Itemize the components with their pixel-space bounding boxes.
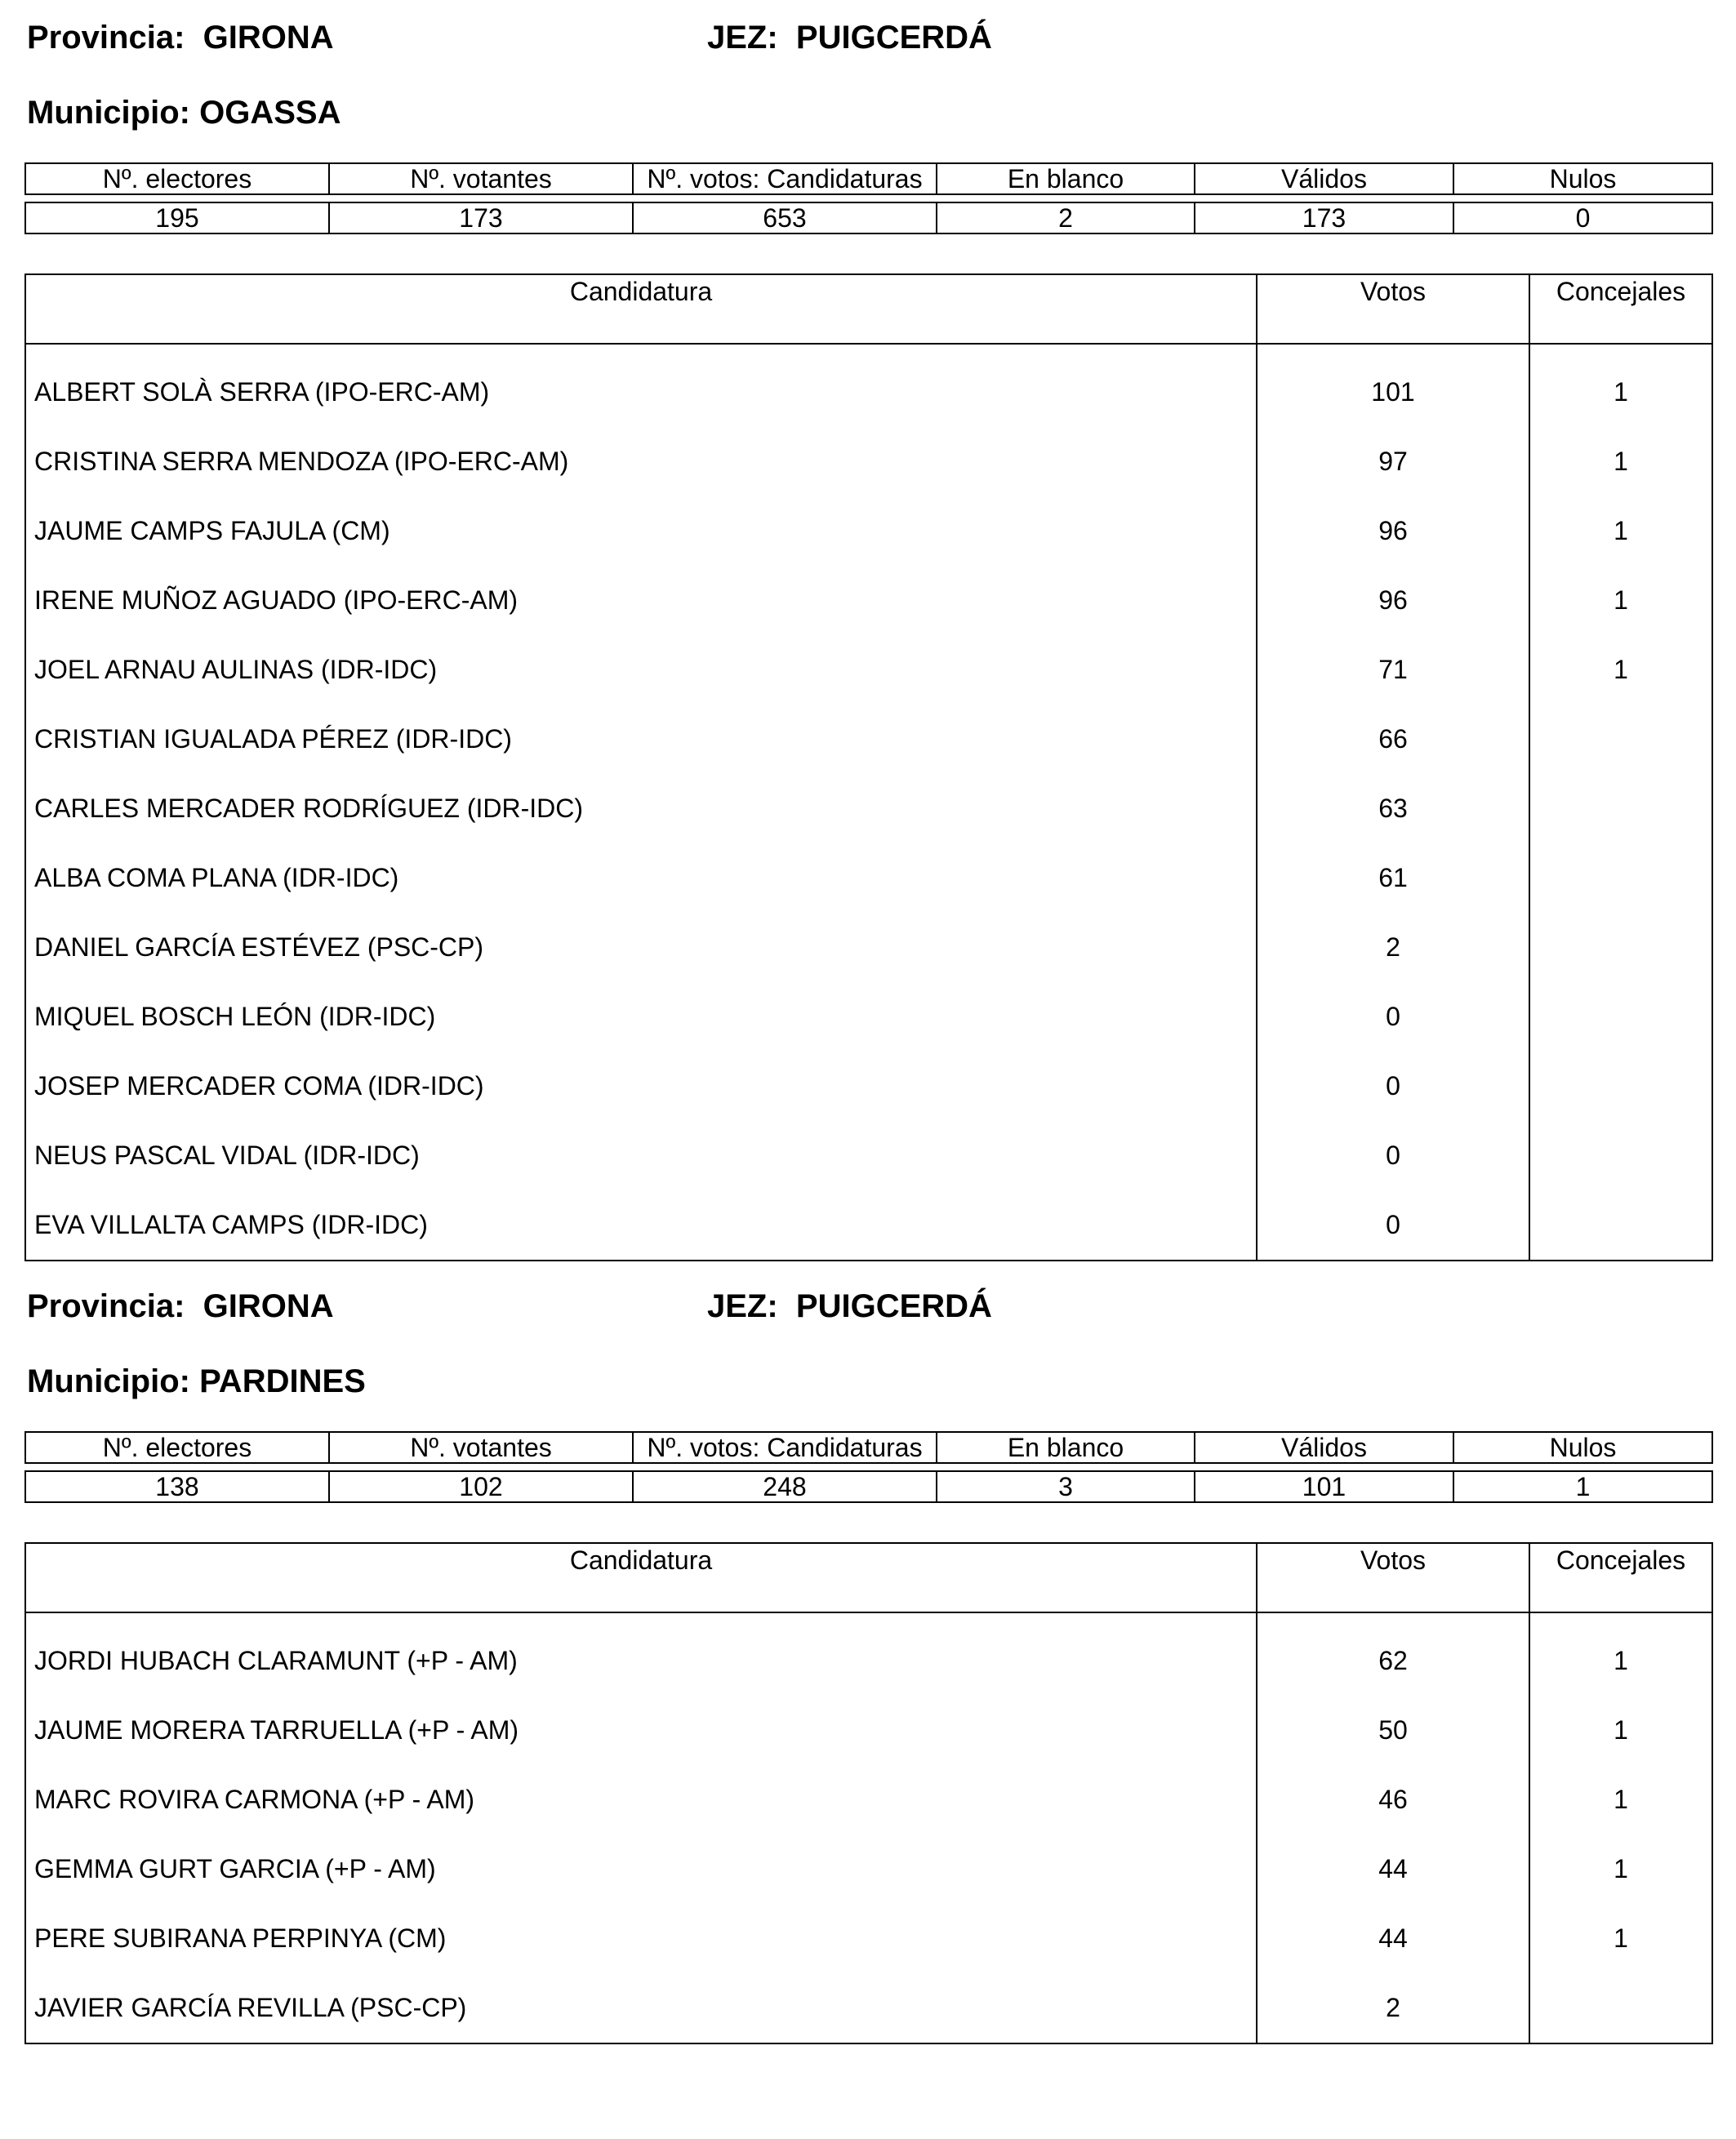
provincia-line [27,1282,334,1331]
candidate-row [25,635,1712,705]
candidatura-header: Candidatura [25,274,1257,344]
candidate-concejales [1529,774,1712,843]
candidate-name: MIQUEL BOSCH LEÓN (IDR-IDC) [25,982,1257,1052]
candidates-header-row [25,274,1712,344]
candidates-header-row [25,1543,1712,1612]
summary-value-nulos: 1 [1453,1471,1712,1502]
candidate-row [25,566,1712,635]
section-header [24,13,1712,62]
candidate-concejales [1529,1190,1712,1261]
candidate-concejales: 1 [1529,344,1712,427]
concejales-header: Concejales [1529,274,1712,344]
votos-header: Votos [1257,274,1529,344]
candidate-row [25,982,1712,1052]
summary-value-electores: 138 [25,1471,329,1502]
candidates-table [24,1542,1713,2044]
candidate-votes: 63 [1257,774,1529,843]
summary-header-votantes: Nº. votantes [329,163,633,194]
summary-value-validos: 101 [1195,1471,1453,1502]
municipio-section-ogassa [24,13,1712,1261]
summary-header-electores: Nº. electores [25,163,329,194]
candidate-votes: 96 [1257,496,1529,566]
candidate-votes: 2 [1257,913,1529,982]
candidate-votes: 0 [1257,1052,1529,1121]
candidate-concejales: 1 [1529,427,1712,496]
candidate-name: NEUS PASCAL VIDAL (IDR-IDC) [25,1121,1257,1190]
candidate-name: ALBA COMA PLANA (IDR-IDC) [25,843,1257,913]
candidate-votes: 66 [1257,705,1529,774]
candidate-row [25,1052,1712,1121]
jez-label: JEZ: [707,20,778,56]
summary-value-en-blanco: 2 [937,202,1195,233]
candidate-row [25,427,1712,496]
provincia-label: Provincia: [27,20,185,56]
candidate-concejales [1529,705,1712,774]
candidate-votes: 96 [1257,566,1529,635]
provincia-label: Provincia: [27,1288,185,1324]
candidate-votes: 62 [1257,1612,1529,1696]
summary-header-votantes: Nº. votantes [329,1432,633,1463]
summary-header-validos: Válidos [1195,1432,1453,1463]
candidate-row [25,1121,1712,1190]
candidate-votes: 101 [1257,344,1529,427]
summary-value-validos: 173 [1195,202,1453,233]
municipio-value: OGASSA [199,95,341,131]
candidate-concejales [1529,982,1712,1052]
jez-label: JEZ: [707,1288,778,1324]
candidate-votes: 0 [1257,1121,1529,1190]
candidate-concejales: 1 [1529,1834,1712,1904]
candidate-row [25,774,1712,843]
candidate-row [25,1190,1712,1261]
candidate-name: EVA VILLALTA CAMPS (IDR-IDC) [25,1190,1257,1261]
candidate-row [25,1765,1712,1834]
jez-value: PUIGCERDÁ [795,1288,992,1324]
summary-header-en-blanco: En blanco [937,1432,1195,1463]
summary-header-nulos: Nulos [1453,163,1712,194]
candidate-votes: 2 [1257,1973,1529,2043]
municipio-line [24,1357,1712,1406]
summary-header-validos: Válidos [1195,163,1453,194]
candidate-row [25,1834,1712,1904]
candidate-row [25,496,1712,566]
candidate-name: GEMMA GURT GARCIA (+P - AM) [25,1834,1257,1904]
candidate-concejales: 1 [1529,566,1712,635]
candidate-name: PERE SUBIRANA PERPINYA (CM) [25,1904,1257,1973]
concejales-header: Concejales [1529,1543,1712,1612]
candidate-votes: 44 [1257,1834,1529,1904]
candidate-name: MARC ROVIRA CARMONA (+P - AM) [25,1765,1257,1834]
municipio-line [24,88,1712,137]
candidate-votes: 61 [1257,843,1529,913]
summary-header-row [25,163,1712,194]
candidate-votes: 50 [1257,1696,1529,1765]
jez-line [707,13,992,62]
candidate-concejales [1529,913,1712,982]
summary-value-votantes: 173 [329,202,633,233]
candidate-votes: 97 [1257,427,1529,496]
candidate-votes: 44 [1257,1904,1529,1973]
summary-header-nulos: Nulos [1453,1432,1712,1463]
candidate-concejales [1529,1121,1712,1190]
summary-header-votos-candidaturas: Nº. votos: Candidaturas [633,163,937,194]
summary-value-en-blanco: 3 [937,1471,1195,1502]
candidate-name: CRISTIAN IGUALADA PÉREZ (IDR-IDC) [25,705,1257,774]
candidate-name: CARLES MERCADER RODRÍGUEZ (IDR-IDC) [25,774,1257,843]
provincia-line [27,13,334,62]
candidate-concejales: 1 [1529,496,1712,566]
summary-value-votos-candidaturas: 653 [633,202,937,233]
candidate-row [25,843,1712,913]
summary-header-en-blanco: En blanco [937,163,1195,194]
candidate-name: JORDI HUBACH CLARAMUNT (+P - AM) [25,1612,1257,1696]
section-header [24,1282,1712,1331]
candidate-row [25,1973,1712,2043]
candidate-row [25,913,1712,982]
candidate-concejales: 1 [1529,1612,1712,1696]
municipio-value: PARDINES [199,1363,366,1399]
candidate-name: IRENE MUÑOZ AGUADO (IPO-ERC-AM) [25,566,1257,635]
summary-value-votos-candidaturas: 248 [633,1471,937,1502]
candidate-name: CRISTINA SERRA MENDOZA (IPO-ERC-AM) [25,427,1257,496]
summary-value-electores: 195 [25,202,329,233]
jez-line [707,1282,992,1331]
candidate-concejales: 1 [1529,1765,1712,1834]
summary-value-nulos: 0 [1453,202,1712,233]
municipio-label: Municipio: [27,1363,190,1399]
provincia-value: GIRONA [203,1288,334,1324]
candidate-concejales: 1 [1529,635,1712,705]
candidates-table [24,273,1713,1261]
provincia-value: GIRONA [203,20,334,56]
candidate-concejales [1529,1973,1712,2043]
summary-table [24,1431,1713,1503]
summary-value-votantes: 102 [329,1471,633,1502]
summary-header-electores: Nº. electores [25,1432,329,1463]
candidate-votes: 0 [1257,1190,1529,1261]
candidatura-header: Candidatura [25,1543,1257,1612]
candidate-row [25,1696,1712,1765]
jez-value: PUIGCERDÁ [795,20,992,56]
candidate-name: JOEL ARNAU AULINAS (IDR-IDC) [25,635,1257,705]
candidate-concejales [1529,1052,1712,1121]
candidate-row [25,344,1712,427]
municipio-section-pardines [24,1282,1712,2044]
candidate-votes: 0 [1257,982,1529,1052]
candidate-row [25,1904,1712,1973]
summary-values-row [25,202,1712,233]
candidate-concejales [1529,843,1712,913]
candidate-votes: 71 [1257,635,1529,705]
candidate-name: JAUME CAMPS FAJULA (CM) [25,496,1257,566]
candidate-name: JAVIER GARCÍA REVILLA (PSC-CP) [25,1973,1257,2043]
candidate-concejales: 1 [1529,1904,1712,1973]
candidate-name: JOSEP MERCADER COMA (IDR-IDC) [25,1052,1257,1121]
candidate-votes: 46 [1257,1765,1529,1834]
candidate-name: ALBERT SOLÀ SERRA (IPO-ERC-AM) [25,344,1257,427]
summary-header-votos-candidaturas: Nº. votos: Candidaturas [633,1432,937,1463]
summary-values-row [25,1471,1712,1502]
municipio-label: Municipio: [27,95,190,131]
summary-table [24,162,1713,234]
candidate-concejales: 1 [1529,1696,1712,1765]
candidate-row [25,705,1712,774]
summary-header-row [25,1432,1712,1463]
candidate-name: JAUME MORERA TARRUELLA (+P - AM) [25,1696,1257,1765]
candidate-row [25,1612,1712,1696]
candidate-name: DANIEL GARCÍA ESTÉVEZ (PSC-CP) [25,913,1257,982]
votos-header: Votos [1257,1543,1529,1612]
